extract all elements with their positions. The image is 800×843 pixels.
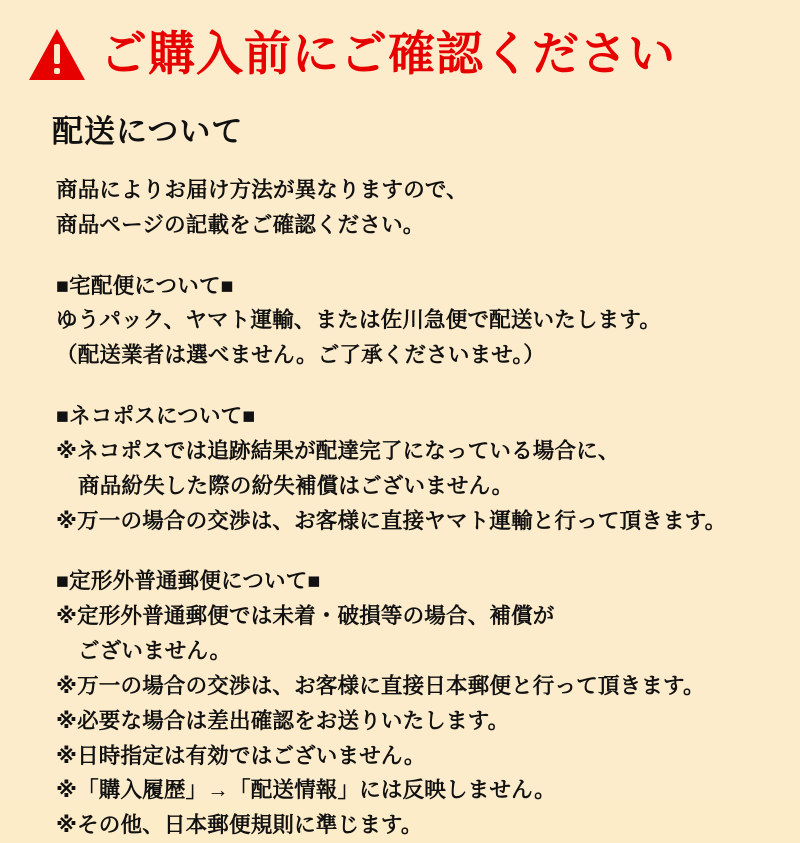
block-line: ※万一の場合の交渉は、お客様に直接日本郵便と行って頂きます。 (56, 673, 705, 698)
block-line: ございません。 (78, 639, 232, 664)
block-line: （配送業者は選べません。ご了承くださいませ。） (56, 343, 545, 368)
block-heading: ■定形外普通郵便について■ (56, 569, 321, 594)
block-teikeigai (56, 564, 800, 843)
block-line: ※定形外普通郵便では未着・破損等の場合、補償が (56, 604, 555, 629)
intro-line: 商品ページの記載をご確認ください。 (56, 212, 425, 237)
intro-line: 商品によりお届け方法が異なりますので、 (56, 178, 468, 202)
intro-paragraph (56, 173, 800, 243)
block-heading: ■宅配便について■ (56, 273, 234, 298)
block-heading: ■ネコポスについて■ (56, 404, 256, 429)
page-title: ご購入前にご確認ください (100, 26, 676, 80)
block-line: ゆうパック、ヤマト運輸、または佐川急便で配送いたします。 (56, 308, 662, 333)
block-line: ※日時指定は有効ではございません。 (56, 743, 426, 768)
block-line: ※万一の場合の交渉は、お客様に直接ヤマト運輸と行って頂きます。 (56, 508, 727, 533)
block-line: ※必要な場合は差出確認をお送りいたします。 (56, 708, 510, 733)
block-line: ※「購入履歴」→「配送情報」には反映しません。 (56, 778, 556, 803)
block-line: ※その他、日本郵便規則に準じます。 (56, 813, 423, 838)
block-line: ※ネコポスでは追跡結果が配達完了になっている場合に、 (56, 438, 620, 463)
block-takuhaibin (56, 269, 800, 373)
page-header (0, 0, 800, 80)
warning-triangle-icon (28, 28, 86, 82)
section-heading: 配送について (52, 114, 244, 149)
block-line: 商品紛失した際の紛失補償はございません。 (78, 473, 514, 498)
block-nekoposu (56, 399, 800, 538)
